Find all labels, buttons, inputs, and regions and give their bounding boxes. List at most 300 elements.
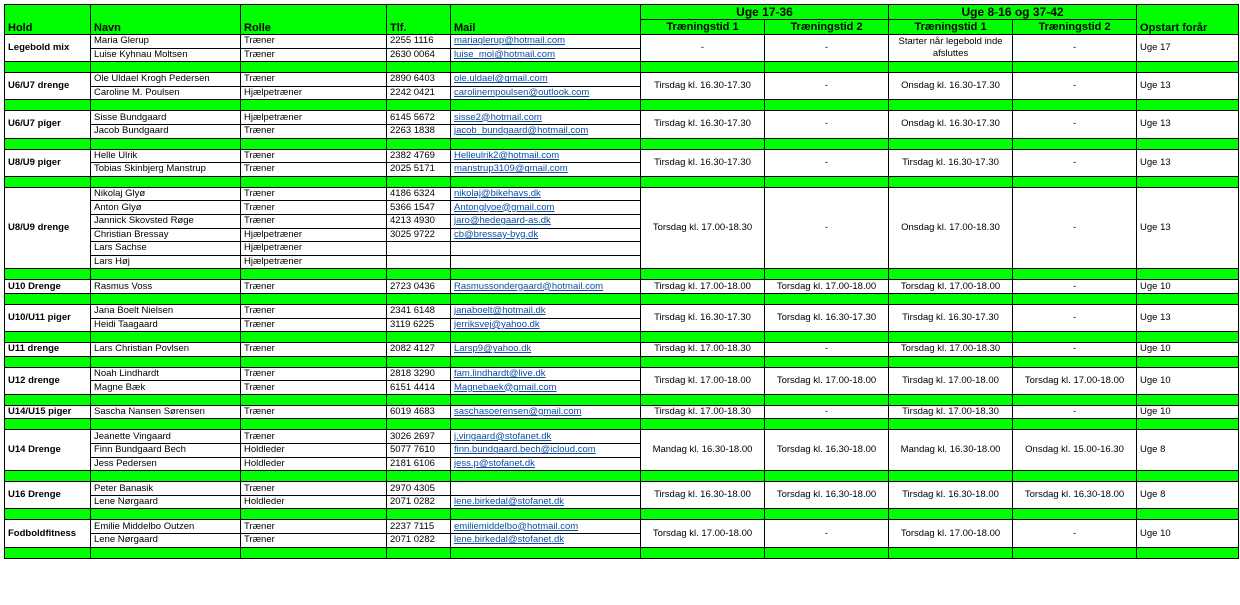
member-email-link[interactable]: luise_mol@hotmail.com <box>451 48 641 62</box>
separator-cell <box>641 419 765 430</box>
separator-cell <box>241 394 387 405</box>
separator-cell <box>889 100 1013 111</box>
separator-row <box>5 509 1239 520</box>
table-row <box>5 187 1239 201</box>
separator-cell <box>765 332 889 343</box>
member-role: Holdleder <box>241 444 387 458</box>
separator-cell <box>765 293 889 304</box>
member-email-link[interactable]: Rasmussondergaard@hotmail.com <box>451 280 641 294</box>
separator-cell <box>1013 138 1137 149</box>
separator-cell <box>1013 471 1137 482</box>
training-time-t1b: Onsdag kl. 16.30-17.30 <box>889 73 1013 100</box>
table-row <box>5 35 1239 49</box>
member-phone <box>387 255 451 269</box>
member-name: Nikolaj Glyø <box>91 187 241 201</box>
training-time-t2a: - <box>765 35 889 62</box>
separator-cell <box>641 471 765 482</box>
member-email-link[interactable] <box>451 482 641 496</box>
separator-cell <box>91 62 241 73</box>
separator-cell <box>387 394 451 405</box>
member-role: Træner <box>241 35 387 49</box>
separator-cell <box>91 547 241 558</box>
separator-cell <box>1137 269 1239 280</box>
member-role: Træner <box>241 482 387 496</box>
separator-cell <box>889 332 1013 343</box>
table-body <box>5 35 1239 559</box>
separator-cell <box>641 62 765 73</box>
member-name: Sascha Nansen Sørensen <box>91 405 241 419</box>
separator-cell <box>451 394 641 405</box>
separator-cell <box>451 100 641 111</box>
separator-cell <box>451 356 641 367</box>
member-phone: 2255 1116 <box>387 35 451 49</box>
member-role: Holdleder <box>241 495 387 509</box>
separator-cell <box>387 100 451 111</box>
member-name: Luise Kyhnau Moltsen <box>91 48 241 62</box>
training-time-t2a: - <box>765 343 889 357</box>
member-role: Hjælpetræner <box>241 86 387 100</box>
separator-cell <box>1137 394 1239 405</box>
start-week: Uge 17 <box>1137 35 1239 62</box>
separator-cell <box>5 509 91 520</box>
member-email-link[interactable]: jess.p@stofanet.dk <box>451 457 641 471</box>
training-time-t2b: - <box>1013 280 1137 294</box>
member-role: Hjælpetræner <box>241 242 387 256</box>
separator-cell <box>1013 332 1137 343</box>
training-time-t1b: Torsdag kl. 17.00-18.00 <box>889 520 1013 547</box>
start-week: Uge 10 <box>1137 405 1239 419</box>
separator-cell <box>5 419 91 430</box>
training-time-t2b: - <box>1013 111 1137 138</box>
member-name: Lars Christian Povlsen <box>91 343 241 357</box>
separator-cell <box>387 176 451 187</box>
member-role: Træner <box>241 214 387 228</box>
separator-cell <box>641 138 765 149</box>
training-time-t1b: Tirsdag kl. 17.00-18.30 <box>889 405 1013 419</box>
separator-cell <box>1013 394 1137 405</box>
separator-cell <box>1013 509 1137 520</box>
training-time-t2a: - <box>765 111 889 138</box>
team-name: U6/U7 piger <box>5 111 91 138</box>
training-time-t1b: Starter når legebold inde afsluttes <box>889 35 1013 62</box>
separator-cell <box>451 471 641 482</box>
separator-cell <box>889 471 1013 482</box>
separator-cell <box>241 138 387 149</box>
training-time-t2a: - <box>765 405 889 419</box>
member-email-link[interactable]: cb@bressay-byg.dk <box>451 228 641 242</box>
member-name: Lars Høj <box>91 255 241 269</box>
member-name: Ole Uldael Krogh Pedersen <box>91 73 241 87</box>
header-navn: Navn <box>91 5 241 35</box>
training-time-t1b: Tirsdag kl. 16.30-17.30 <box>889 149 1013 176</box>
header-t1b: Træningstid 1 <box>889 20 1013 35</box>
separator-cell <box>91 138 241 149</box>
header-mail: Mail <box>451 5 641 35</box>
member-role: Træner <box>241 48 387 62</box>
member-email-link[interactable]: Antonglyoe@gmail.com <box>451 201 641 215</box>
member-phone: 5366 1547 <box>387 201 451 215</box>
separator-cell <box>641 269 765 280</box>
separator-cell <box>765 176 889 187</box>
separator-cell <box>889 269 1013 280</box>
start-week: Uge 13 <box>1137 187 1239 269</box>
separator-cell <box>451 293 641 304</box>
member-phone: 4186 6324 <box>387 187 451 201</box>
training-time-t1a: Tirsdag kl. 17.00-18.30 <box>641 343 765 357</box>
separator-cell <box>451 269 641 280</box>
separator-cell <box>387 269 451 280</box>
separator-cell <box>387 419 451 430</box>
member-role: Træner <box>241 201 387 215</box>
member-email-link[interactable]: sisse2@hotmail.com <box>451 111 641 125</box>
member-email-link[interactable]: emiliemiddelbo@hotmail.com <box>451 520 641 534</box>
separator-cell <box>241 176 387 187</box>
member-name: Jacob Bundgaard <box>91 124 241 138</box>
member-email-link[interactable]: fam.lindhardt@live.dk <box>451 367 641 381</box>
member-phone: 2082 4127 <box>387 343 451 357</box>
member-email-link[interactable]: Magnebaek@gmail.com <box>451 381 641 395</box>
separator-cell <box>387 138 451 149</box>
separator-cell <box>1013 293 1137 304</box>
member-email-link[interactable]: jaro@hedegaard-as.dk <box>451 214 641 228</box>
header-period-a: Uge 17-36 <box>641 5 889 20</box>
separator-cell <box>91 419 241 430</box>
team-name: U6/U7 drenge <box>5 73 91 100</box>
separator-cell <box>241 509 387 520</box>
separator-cell <box>1013 100 1137 111</box>
header-period-b: Uge 8-16 og 37-42 <box>889 5 1137 20</box>
separator-cell <box>641 293 765 304</box>
member-email-link[interactable]: j.vingaard@stofanet.dk <box>451 430 641 444</box>
training-time-t2a: Torsdag kl. 17.00-18.00 <box>765 367 889 394</box>
separator-cell <box>451 138 641 149</box>
separator-cell <box>387 332 451 343</box>
table-row <box>5 73 1239 87</box>
separator-cell <box>451 62 641 73</box>
separator-cell <box>5 269 91 280</box>
separator-cell <box>765 356 889 367</box>
member-phone: 6145 5672 <box>387 111 451 125</box>
member-name: Jannick Skovsted Røge <box>91 214 241 228</box>
member-name: Jeanette Vingaard <box>91 430 241 444</box>
separator-cell <box>241 547 387 558</box>
header-t2a: Træningstid 2 <box>765 20 889 35</box>
training-time-t1a: Tirsdag kl. 16.30-17.30 <box>641 304 765 331</box>
separator-row <box>5 356 1239 367</box>
member-role: Træner <box>241 124 387 138</box>
separator-cell <box>1137 471 1239 482</box>
training-time-t1a: Torsdag kl. 17.00-18.00 <box>641 520 765 547</box>
separator-cell <box>1013 176 1137 187</box>
start-week: Uge 8 <box>1137 482 1239 509</box>
member-role: Holdleder <box>241 457 387 471</box>
training-time-t1b: Torsdag kl. 17.00-18.00 <box>889 280 1013 294</box>
separator-cell <box>451 547 641 558</box>
separator-cell <box>641 394 765 405</box>
member-email-link[interactable]: lene.birkedal@stofanet.dk <box>451 534 641 548</box>
separator-cell <box>641 356 765 367</box>
member-name: Sisse Bundgaard <box>91 111 241 125</box>
member-email-link[interactable]: jacob_bundgaard@hotmail.com <box>451 124 641 138</box>
member-phone: 2818 3290 <box>387 367 451 381</box>
separator-cell <box>387 356 451 367</box>
separator-cell <box>1013 269 1137 280</box>
separator-cell <box>765 269 889 280</box>
member-phone: 2382 4769 <box>387 149 451 163</box>
member-name: Noah Lindhardt <box>91 367 241 381</box>
member-phone: 3026 2697 <box>387 430 451 444</box>
member-email-link[interactable]: nikolaj@bikehavs.dk <box>451 187 641 201</box>
training-time-t2b: - <box>1013 520 1137 547</box>
member-name: Heidi Taagaard <box>91 318 241 332</box>
header-tlf: Tlf. <box>387 5 451 35</box>
separator-cell <box>889 509 1013 520</box>
member-email-link[interactable]: saschasoerensen@gmail.com <box>451 405 641 419</box>
separator-cell <box>5 100 91 111</box>
team-name: U14/U15 piger <box>5 405 91 419</box>
member-email-link[interactable]: lene.birkedal@stofanet.dk <box>451 495 641 509</box>
training-time-t2b: - <box>1013 35 1137 62</box>
member-name: Peter Banasik <box>91 482 241 496</box>
member-role: Træner <box>241 304 387 318</box>
separator-cell <box>5 62 91 73</box>
separator-cell <box>241 332 387 343</box>
member-phone: 6151 4414 <box>387 381 451 395</box>
separator-cell <box>889 138 1013 149</box>
start-week: Uge 10 <box>1137 520 1239 547</box>
training-time-t2b: - <box>1013 149 1137 176</box>
separator-cell <box>5 394 91 405</box>
separator-cell <box>765 394 889 405</box>
table-row <box>5 430 1239 444</box>
training-time-t2b: - <box>1013 405 1137 419</box>
member-phone: 2263 1838 <box>387 124 451 138</box>
separator-cell <box>1137 176 1239 187</box>
training-time-t2a: - <box>765 520 889 547</box>
separator-row <box>5 293 1239 304</box>
member-name: Magne Bæk <box>91 381 241 395</box>
separator-cell <box>241 356 387 367</box>
separator-cell <box>241 62 387 73</box>
member-email-link[interactable] <box>451 255 641 269</box>
separator-cell <box>765 471 889 482</box>
member-email-link[interactable]: mariaglerup@hotmail.com <box>451 35 641 49</box>
separator-cell <box>91 332 241 343</box>
separator-cell <box>1013 62 1137 73</box>
member-phone: 2071 0282 <box>387 495 451 509</box>
member-phone <box>387 242 451 256</box>
member-role: Træner <box>241 520 387 534</box>
training-time-t2b: - <box>1013 343 1137 357</box>
training-time-t1b: Torsdag kl. 17.00-18.30 <box>889 343 1013 357</box>
separator-cell <box>387 471 451 482</box>
header-row-top <box>5 5 1239 20</box>
member-phone: 2242 0421 <box>387 86 451 100</box>
member-name: Lars Sachse <box>91 242 241 256</box>
training-time-t1a: Tirsdag kl. 16.30-18.00 <box>641 482 765 509</box>
training-time-t2a: - <box>765 73 889 100</box>
separator-cell <box>241 293 387 304</box>
training-time-t2b: Torsdag kl. 17.00-18.00 <box>1013 367 1137 394</box>
training-time-t2b: Onsdag kl. 15.00-16.30 <box>1013 430 1137 471</box>
separator-cell <box>641 509 765 520</box>
member-phone: 2181 6106 <box>387 457 451 471</box>
training-time-t1b: Onsdag kl. 16.30-17.30 <box>889 111 1013 138</box>
training-time-t1b: Tirsdag kl. 16.30-17.30 <box>889 304 1013 331</box>
separator-row <box>5 332 1239 343</box>
table-row <box>5 367 1239 381</box>
member-phone: 2630 0064 <box>387 48 451 62</box>
header-opstart: Opstart forår <box>1137 5 1239 35</box>
separator-cell <box>5 547 91 558</box>
member-phone: 5077 7610 <box>387 444 451 458</box>
table-row <box>5 149 1239 163</box>
member-phone: 3119 6225 <box>387 318 451 332</box>
separator-cell <box>91 471 241 482</box>
separator-cell <box>387 293 451 304</box>
training-time-t1a: - <box>641 35 765 62</box>
separator-cell <box>451 419 641 430</box>
separator-cell <box>641 176 765 187</box>
separator-cell <box>387 547 451 558</box>
separator-cell <box>889 419 1013 430</box>
member-name: Emilie Middelbo Outzen <box>91 520 241 534</box>
start-week: Uge 13 <box>1137 304 1239 331</box>
training-time-t2a: Torsdag kl. 17.00-18.00 <box>765 280 889 294</box>
separator-row <box>5 269 1239 280</box>
member-phone: 6019 4683 <box>387 405 451 419</box>
training-time-t2a: Torsdag kl. 16.30-17.30 <box>765 304 889 331</box>
training-time-t1a: Tirsdag kl. 17.00-18.00 <box>641 280 765 294</box>
table-row <box>5 520 1239 534</box>
member-email-link[interactable]: carolinempoulsen@outlook.com <box>451 86 641 100</box>
separator-cell <box>889 62 1013 73</box>
training-time-t1a: Tirsdag kl. 16.30-17.30 <box>641 111 765 138</box>
member-name: Caroline M. Poulsen <box>91 86 241 100</box>
member-role: Træner <box>241 367 387 381</box>
separator-cell <box>5 293 91 304</box>
header-t2b: Træningstid 2 <box>1013 20 1137 35</box>
separator-row <box>5 176 1239 187</box>
training-time-t1b: Tirsdag kl. 17.00-18.00 <box>889 367 1013 394</box>
separator-cell <box>91 509 241 520</box>
separator-cell <box>451 509 641 520</box>
member-phone: 2237 7115 <box>387 520 451 534</box>
separator-cell <box>641 547 765 558</box>
member-role: Træner <box>241 430 387 444</box>
training-time-t2a: - <box>765 149 889 176</box>
separator-cell <box>451 332 641 343</box>
separator-cell <box>1137 332 1239 343</box>
separator-cell <box>889 547 1013 558</box>
separator-cell <box>765 547 889 558</box>
separator-cell <box>1013 547 1137 558</box>
member-name: Tobias Skinbjerg Manstrup <box>91 163 241 177</box>
member-email-link[interactable]: ole.uldael@gmail.com <box>451 73 641 87</box>
separator-cell <box>1137 356 1239 367</box>
separator-row <box>5 471 1239 482</box>
separator-cell <box>451 176 641 187</box>
separator-cell <box>91 176 241 187</box>
team-name: U11 drenge <box>5 343 91 357</box>
separator-cell <box>387 62 451 73</box>
team-name: U14 Drenge <box>5 430 91 471</box>
separator-cell <box>765 138 889 149</box>
training-time-t1a: Tirsdag kl. 16.30-17.30 <box>641 73 765 100</box>
training-time-t2b: Torsdag kl. 16.30-18.00 <box>1013 482 1137 509</box>
separator-cell <box>5 471 91 482</box>
training-time-t1a: Tirsdag kl. 16.30-17.30 <box>641 149 765 176</box>
separator-cell <box>5 176 91 187</box>
member-email-link[interactable]: manstrup3109@gmail.com <box>451 163 641 177</box>
separator-cell <box>641 100 765 111</box>
training-time-t1b: Onsdag kl. 17.00-18.30 <box>889 187 1013 269</box>
training-time-t1a: Mandag kl. 16.30-18.00 <box>641 430 765 471</box>
member-name: Finn Bundgaard Bech <box>91 444 241 458</box>
member-name: Lene Nørgaard <box>91 534 241 548</box>
training-time-t1a: Tirsdag kl. 17.00-18.30 <box>641 405 765 419</box>
team-name: U10/U11 piger <box>5 304 91 331</box>
separator-cell <box>241 100 387 111</box>
member-role: Træner <box>241 149 387 163</box>
separator-cell <box>241 269 387 280</box>
separator-row <box>5 138 1239 149</box>
header-hold: Hold <box>5 5 91 35</box>
start-week: Uge 13 <box>1137 149 1239 176</box>
member-role: Træner <box>241 280 387 294</box>
training-time-t2b: - <box>1013 73 1137 100</box>
separator-row <box>5 547 1239 558</box>
member-role: Hjælpetræner <box>241 255 387 269</box>
training-time-t1a: Tirsdag kl. 17.00-18.00 <box>641 367 765 394</box>
member-email-link[interactable]: Larsp9@yahoo.dk <box>451 343 641 357</box>
table-row <box>5 304 1239 318</box>
member-role: Træner <box>241 318 387 332</box>
training-time-t2b: - <box>1013 187 1137 269</box>
separator-cell <box>5 356 91 367</box>
separator-cell <box>1137 62 1239 73</box>
separator-cell <box>765 419 889 430</box>
separator-cell <box>91 394 241 405</box>
training-time-t2a: Torsdag kl. 16.30-18.00 <box>765 430 889 471</box>
separator-cell <box>241 471 387 482</box>
member-role: Træner <box>241 381 387 395</box>
team-name: U8/U9 drenge <box>5 187 91 269</box>
start-week: Uge 8 <box>1137 430 1239 471</box>
member-email-link[interactable]: jerriksvej@yahoo.dk <box>451 318 641 332</box>
member-email-link[interactable]: janaboelt@hotmail.dk <box>451 304 641 318</box>
separator-cell <box>1137 100 1239 111</box>
member-name: Christian Bressay <box>91 228 241 242</box>
member-phone: 2025 5171 <box>387 163 451 177</box>
separator-cell <box>1013 419 1137 430</box>
training-time-t1b: Mandag kl. 16.30-18.00 <box>889 430 1013 471</box>
separator-cell <box>387 509 451 520</box>
training-time-t2b: - <box>1013 304 1137 331</box>
training-time-t2a: - <box>765 187 889 269</box>
member-email-link[interactable] <box>451 242 641 256</box>
training-time-t1b: Tirsdag kl. 16.30-18.00 <box>889 482 1013 509</box>
separator-cell <box>889 394 1013 405</box>
member-name: Rasmus Voss <box>91 280 241 294</box>
member-email-link[interactable]: finn.bundgaard.bech@icloud.com <box>451 444 641 458</box>
member-name: Anton Glyø <box>91 201 241 215</box>
member-email-link[interactable]: Helleulrik2@hotmail.com <box>451 149 641 163</box>
separator-cell <box>1137 419 1239 430</box>
member-phone: 2970 4305 <box>387 482 451 496</box>
member-phone: 2723 0436 <box>387 280 451 294</box>
member-phone: 2071 0282 <box>387 534 451 548</box>
